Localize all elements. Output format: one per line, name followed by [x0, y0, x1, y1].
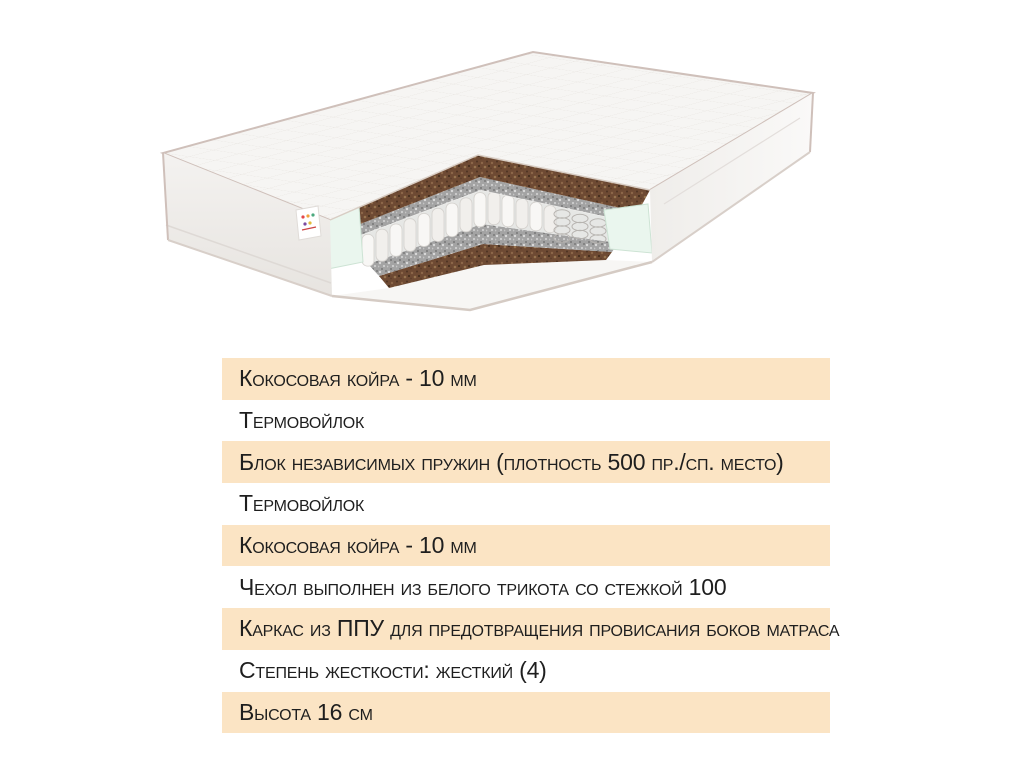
brand-label — [296, 206, 321, 240]
spec-row-coir-bottom — [222, 525, 830, 567]
spec-text: Кокосовая койра - 10 мм — [239, 365, 477, 392]
spec-row-thermofelt-top — [222, 400, 830, 442]
spec-row-thermofelt-bottom — [222, 483, 830, 525]
spec-row-ppu-frame — [222, 608, 840, 650]
spec-text: Степень жесткости: жесткий (4) — [239, 657, 547, 684]
spec-text: Высота 16 см — [239, 698, 373, 725]
spec-row-coir-top — [222, 358, 830, 400]
specs-table — [222, 358, 840, 733]
mattress-cutaway-image — [140, 25, 880, 335]
spec-text: Термовойлок — [239, 407, 365, 434]
spec-row-cover — [222, 566, 830, 608]
mattress-cutaway-svg — [140, 25, 880, 335]
spec-text: Термовойлок — [239, 490, 365, 517]
spec-text: Кокосовая койра - 10 мм — [239, 532, 477, 559]
spec-text: Каркас из ППУ для предотвращения провисания боков матраса — [239, 615, 840, 642]
spec-row-spring-block — [222, 441, 830, 483]
spec-row-firmness — [222, 650, 830, 692]
spec-text: Блок независимых пружин (плотность 500 пр./сп. место) — [239, 448, 784, 475]
spec-row-height — [222, 692, 830, 734]
spec-text: Чехол выполнен из белого трикота со стежкой 100 — [239, 573, 727, 600]
